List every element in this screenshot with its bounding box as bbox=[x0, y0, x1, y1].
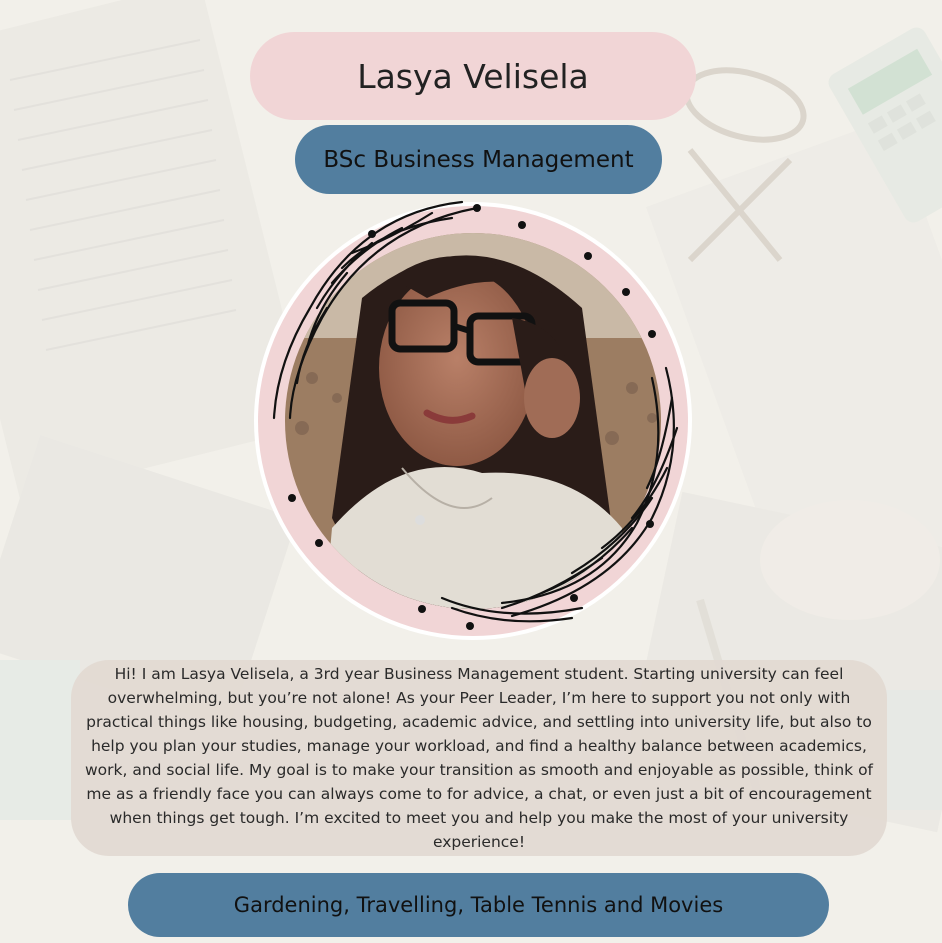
profile-photo-frame bbox=[252, 198, 694, 644]
degree-label: BSc Business Management bbox=[323, 146, 634, 173]
bio-card bbox=[71, 660, 887, 856]
degree-badge bbox=[295, 125, 662, 194]
name-badge bbox=[250, 32, 696, 120]
hobbies-badge bbox=[128, 873, 829, 937]
hobbies-label: Gardening, Travelling, Table Tennis and Movies bbox=[233, 893, 724, 917]
profile-photo bbox=[252, 198, 694, 644]
bio-text: Hi! I am Lasya Velisela, a 3rd year Business Management student. Starting university can feel overwhelming, but you’re not alone! As your Peer Leader, I’m here to support you not only with practical things like housing, budgeting, academic advice, and settling into university life, but also to help you plan your studies, manage your workload, and find a healthy balance between academics, work, and social life. My goal is to make your transition as smooth and enjoyable as possible, think of me as a friendly face you can always come to for advice, a chat, or even just a bit of encouragement when things get tough. I’m excited to meet you and help you make the most of your university experience! bbox=[84, 665, 874, 851]
peer-leader-name: Lasya Velisela bbox=[357, 56, 589, 96]
